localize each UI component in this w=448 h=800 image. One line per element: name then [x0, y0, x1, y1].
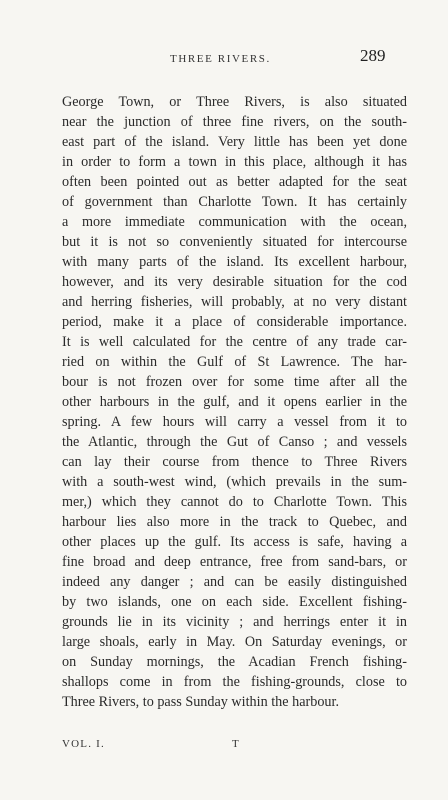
text-line: mer,) which they cannot do to Charlotte Town. This [62, 494, 407, 510]
text-line: It is well calculated for the centre of any trade car- [62, 334, 407, 350]
page-number: 289 [360, 46, 386, 65]
text-line: can lay their course from thence to Three Rivers [62, 454, 407, 470]
text-line: near the junction of three fine rivers, on the south- [62, 114, 407, 130]
text-line: other harbours in the gulf, and it opens earlier in the [62, 394, 407, 410]
text-line: grounds lie in its vicinity ; and herrings enter it in [62, 614, 407, 630]
text-line: George Town, or Three Rivers, is also situated [62, 94, 407, 110]
signature-mark: T [232, 738, 239, 750]
text-line: ried on within the Gulf of St Lawrence. The har- [62, 354, 407, 370]
text-line: and herring fisheries, will probably, at no very distant [62, 294, 407, 310]
text-line: bour is not frozen over for some time after all the [62, 374, 407, 390]
text-line: spring. A few hours will carry a vessel from it to [62, 414, 407, 430]
text-line: but it is not so conveniently situated for intercourse [62, 234, 407, 250]
text-line: period, make it a place of considerable importance. [62, 314, 407, 330]
text-line: indeed any danger ; and can be easily distinguished [62, 574, 407, 590]
text-line: other places up the gulf. Its access is safe, having a [62, 534, 407, 550]
body-paragraph [62, 92, 407, 712]
running-title: THREE RIVERS. [170, 53, 271, 65]
text-line: in order to form a town in this place, although it has [62, 154, 407, 170]
text-line: a more immediate communication with the ocean, [62, 214, 407, 230]
text-line: large shoals, early in May. On Saturday evenings, or [62, 634, 407, 650]
text-line: by two islands, one on each side. Excellent fishing- [62, 594, 407, 610]
text-line: east part of the island. Very little has been yet done [62, 134, 407, 150]
text-line: Three Rivers, to pass Sunday within the harbour. [62, 694, 340, 710]
text-line: the Atlantic, through the Gut of Canso ; and vessels [62, 434, 407, 450]
text-line: with a south-west wind, (which prevails in the sum- [62, 474, 407, 490]
text-line: with many parts of the island. Its excellent harbour, [62, 254, 407, 270]
text-line: however, and its very desirable situation for the cod [62, 274, 407, 290]
text-line: fine broad and deep entrance, free from sand-bars, or [62, 554, 407, 570]
text-line: often been pointed out as better adapted for the seat [62, 174, 407, 190]
text-line: shallops come in from the fishing-grounds, close to [62, 674, 407, 690]
text-line: harbour lies also more in the track to Quebec, and [62, 514, 407, 530]
text-line: on Sunday mornings, the Acadian French fishing- [62, 654, 407, 670]
text-line: of government than Charlotte Town. It has certainly [62, 194, 407, 210]
volume-signature: VOL. I. [62, 738, 105, 750]
